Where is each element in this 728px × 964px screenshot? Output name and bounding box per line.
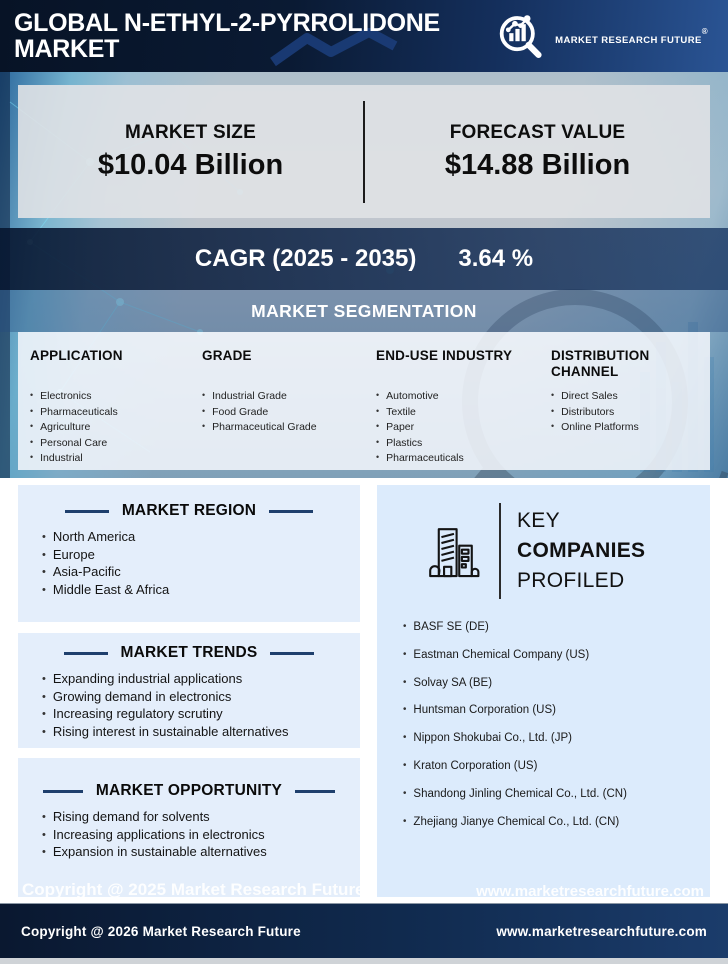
list-item: • Plastics <box>376 436 536 452</box>
segmentation-title: MARKET SEGMENTATION <box>251 300 477 321</box>
forecast-value-value: $14.88 Billion <box>444 148 631 181</box>
cagr-band <box>0 228 728 290</box>
market-size-value: $10.04 Billion <box>97 148 284 181</box>
segmentation-panel <box>18 332 710 470</box>
market-region-box <box>18 485 360 622</box>
title-dash-right <box>270 652 314 655</box>
list-item: • Industrial Grade <box>202 389 362 405</box>
title-dash-right <box>295 790 335 793</box>
market-region-title: MARKET REGION <box>121 502 257 519</box>
title-dash-right <box>269 510 313 513</box>
list-item: • Agriculture <box>30 420 190 436</box>
list-item: • Direct Sales <box>551 389 701 405</box>
list-item: • Huntsman Corporation (US) <box>403 704 710 717</box>
forecast-value-stat <box>365 122 710 182</box>
list-item: • Distributors <box>551 405 701 421</box>
segmentation-title-band <box>0 290 728 332</box>
segmentation-column-end-use-industry <box>376 348 536 467</box>
companies-title-line3: PROFILED <box>517 569 625 592</box>
segmentation-heading: DISTRIBUTION CHANNEL <box>551 348 650 379</box>
list-item: • Increasing regulatory scrutiny <box>42 706 360 724</box>
list-item: • BASF SE (DE) <box>403 621 710 634</box>
market-region-list <box>42 529 360 599</box>
list-item: • Eastman Chemical Company (US) <box>403 649 710 662</box>
key-companies-list <box>403 621 710 829</box>
list-item: • Rising interest in sustainable alternatives <box>42 724 360 742</box>
key-companies-title <box>517 506 645 596</box>
list-item: • Online Platforms <box>551 420 701 436</box>
brand-logo <box>496 12 708 60</box>
footer <box>0 903 728 958</box>
segmentation-column-grade <box>202 348 362 436</box>
list-item: • Asia-Pacific <box>42 564 360 582</box>
page-title <box>14 10 440 63</box>
hero-band <box>0 72 728 478</box>
cagr-label: CAGR (2025 - 2035) <box>194 245 417 272</box>
segmentation-heading: APPLICATION <box>30 348 123 363</box>
list-item: • Textile <box>376 405 536 421</box>
title-line2: MARKET <box>14 35 120 63</box>
market-trends-title: MARKET TRENDS <box>120 644 258 661</box>
cagr-value: 3.64 % <box>458 245 534 272</box>
list-item: • Europe <box>42 547 360 565</box>
segmentation-list <box>30 389 190 467</box>
key-companies-box <box>377 485 710 897</box>
forecast-value-label: FORECAST VALUE <box>449 121 626 143</box>
header <box>0 0 728 72</box>
list-item: • Solvay SA (BE) <box>403 677 710 690</box>
lower-section <box>0 478 728 903</box>
list-item: • Middle East & Africa <box>42 582 360 600</box>
watermark-website: www.marketresearchfuture.com <box>476 883 704 900</box>
companies-title-line1: KEY <box>517 508 560 532</box>
list-item: • Nippon Shokubai Co., Ltd. (JP) <box>403 732 710 745</box>
segmentation-heading: GRADE <box>202 348 252 363</box>
companies-title-line2: COMPANIES <box>517 538 646 562</box>
list-item: • Automotive <box>376 389 536 405</box>
companies-divider <box>499 503 501 599</box>
list-item: • Pharmaceuticals <box>30 405 190 421</box>
segmentation-column-distribution-channel <box>551 348 701 436</box>
key-companies-header <box>377 485 710 599</box>
footer-copyright: Copyright @ 2026 Market Research Future <box>21 923 301 939</box>
list-item: • Zhejiang Jianye Chemical Co., Ltd. (CN) <box>403 816 710 829</box>
list-item: • Food Grade <box>202 405 362 421</box>
segmentation-list <box>551 389 701 436</box>
title-dash-left <box>64 652 108 655</box>
list-item: • Pharmaceutical Grade <box>202 420 362 436</box>
list-item: • Growing demand in electronics <box>42 689 360 707</box>
segmentation-heading: END-USE INDUSTRY <box>376 348 513 363</box>
list-item: • Kraton Corporation (US) <box>403 760 710 773</box>
mrf-magnifier-logo-icon <box>496 12 548 60</box>
registered-mark: ® <box>701 26 708 36</box>
segmentation-column-application <box>30 348 190 467</box>
brand-name: MARKET RESEARCH FUTURE® <box>555 26 708 46</box>
market-trends-list <box>42 671 360 741</box>
list-item: • Expansion in sustainable alternatives <box>42 844 360 862</box>
stats-panel <box>18 85 710 218</box>
market-opportunity-box <box>18 758 360 897</box>
list-item: • Paper <box>376 420 536 436</box>
title-dash-left <box>65 510 109 513</box>
segmentation-list <box>202 389 362 436</box>
list-item: • Expanding industrial applications <box>42 671 360 689</box>
list-item: • Industrial <box>30 451 190 467</box>
market-opportunity-title: MARKET OPPORTUNITY <box>95 782 283 799</box>
bottom-strip <box>0 958 728 964</box>
list-item: • Pharmaceuticals <box>376 451 536 467</box>
list-item: • Rising demand for solvents <box>42 809 360 827</box>
list-item: • Increasing applications in electronics <box>42 827 360 845</box>
segmentation-list <box>376 389 536 467</box>
list-item: • Electronics <box>30 389 190 405</box>
list-item: • North America <box>42 529 360 547</box>
building-icon <box>417 518 483 584</box>
list-item: • Shandong Jinling Chemical Co., Ltd. (CN) <box>403 788 710 801</box>
list-item: • Personal Care <box>30 436 190 452</box>
market-size-label: MARKET SIZE <box>125 121 256 143</box>
market-trends-box <box>18 633 360 748</box>
market-size-stat <box>18 122 363 182</box>
watermark-copyright: Copyright @ 2025 Market Research Future <box>22 880 365 899</box>
title-dash-left <box>43 790 83 793</box>
market-opportunity-list <box>42 809 360 862</box>
footer-website-link[interactable]: www.marketresearchfuture.com <box>496 923 707 939</box>
title-line1: GLOBAL N-ETHYL-2-PYRROLIDONE <box>14 8 440 37</box>
